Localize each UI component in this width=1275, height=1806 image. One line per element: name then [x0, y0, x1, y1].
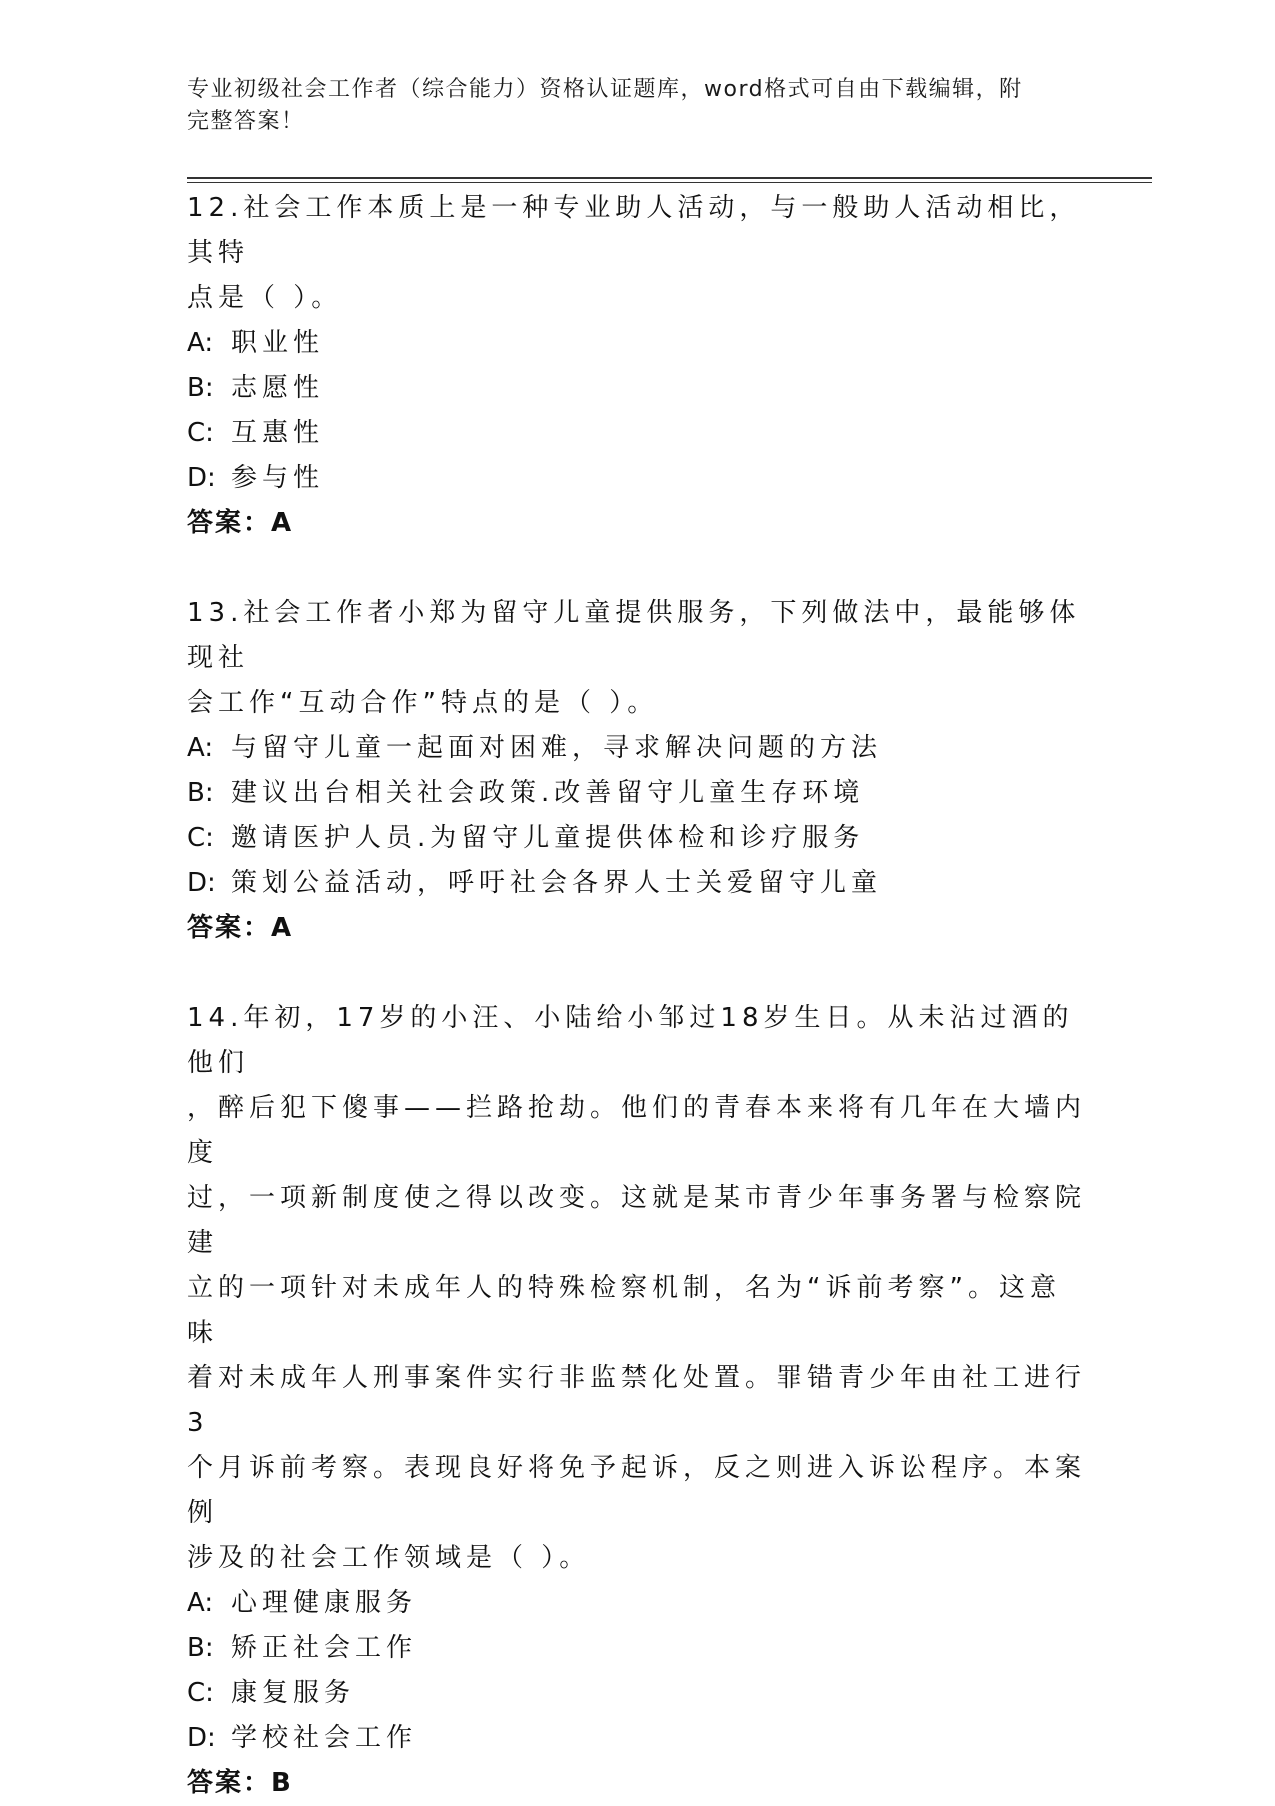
question-stem-line: 会工作“互动合作”特点的是（ ）。 [187, 688, 659, 718]
option-a [187, 1581, 1087, 1626]
question-spacer [187, 951, 1087, 996]
question-stem-line: 12.社会工作本质上是一种专业助人活动，与一般助人活动相比，其特 [187, 193, 1081, 268]
header-rule-thick [187, 177, 1152, 179]
question-stem-line: ，醉后犯下傻事——拦路抢劫。他们的青春本来将有几年在大墙内度 [187, 1093, 1087, 1168]
option-c [187, 411, 1087, 456]
option-letter: D: [187, 1723, 216, 1753]
question-stem-line: 13.社会工作者小郑为留守儿童提供服务，下列做法中，最能够体现社 [187, 598, 1081, 673]
header-title-line-2: 完整答案！ [187, 109, 305, 134]
option-d [187, 456, 1087, 501]
option-c [187, 1671, 1087, 1716]
option-a [187, 726, 1087, 771]
option-text: 与留守儿童一起面对困难，寻求解决问题的方法 [231, 733, 883, 763]
option-c [187, 816, 1087, 861]
document-header [187, 74, 1077, 138]
option-letter: D: [187, 868, 216, 898]
option-text: 学校社会工作 [231, 1723, 418, 1753]
header-rule-thin [187, 182, 1152, 183]
question-14 [187, 996, 1087, 1806]
option-text: 参与性 [231, 463, 325, 493]
question-spacer [187, 546, 1087, 591]
option-b [187, 366, 1087, 411]
question-12 [187, 186, 1087, 546]
option-letter: D: [187, 463, 216, 493]
question-list [187, 186, 1087, 1806]
option-b [187, 1626, 1087, 1671]
option-letter: A: [187, 1588, 214, 1618]
option-letter: A: [187, 733, 214, 763]
option-letter: A: [187, 328, 214, 358]
option-a [187, 321, 1087, 366]
answer-label: 答案：B [187, 1768, 293, 1798]
option-text: 职业性 [231, 328, 325, 358]
option-text: 策划公益活动，呼吁社会各界人士关爱留守儿童 [231, 868, 883, 898]
question-stem-line: 立的一项针对未成年人的特殊检察机制，名为“诉前考察”。这意味 [187, 1273, 1061, 1348]
option-text: 互惠性 [231, 418, 325, 448]
option-letter: B: [187, 778, 214, 808]
question-stem-line: 涉及的社会工作领域是（ ）。 [187, 1543, 591, 1573]
question-stem-line: 个月诉前考察。表现良好将免予起诉，反之则进入诉讼程序。本案例 [187, 1453, 1087, 1528]
option-b [187, 771, 1087, 816]
option-d [187, 1716, 1087, 1761]
option-text: 矫正社会工作 [231, 1633, 418, 1663]
option-text: 邀请医护人员.为留守儿童提供体检和诊疗服务 [231, 823, 865, 853]
question-stem-line: 着对未成年人刑事案件实行非监禁化处置。罪错青少年由社工进行3 [187, 1363, 1087, 1438]
option-letter: B: [187, 373, 214, 403]
option-letter: C: [187, 418, 214, 448]
option-text: 志愿性 [231, 373, 325, 403]
option-d [187, 861, 1087, 906]
answer-label: 答案：A [187, 913, 294, 943]
question-stem-line: 14.年初，17岁的小汪、小陆给小邹过18岁生日。从未沾过酒的他们 [187, 1003, 1074, 1078]
question-stem-line: 过，一项新制度使之得以改变。这就是某市青少年事务署与检察院建 [187, 1183, 1087, 1258]
question-13 [187, 591, 1087, 951]
option-text: 建议出台相关社会政策.改善留守儿童生存环境 [231, 778, 865, 808]
option-letter: B: [187, 1633, 214, 1663]
answer-label: 答案：A [187, 508, 294, 538]
question-stem-line: 点是（ ）。 [187, 283, 343, 313]
option-letter: C: [187, 823, 214, 853]
option-text: 康复服务 [231, 1678, 356, 1708]
header-title-line-1: 专业初级社会工作者（综合能力）资格认证题库，word格式可自由下载编辑，附 [187, 77, 1023, 102]
option-text: 心理健康服务 [231, 1588, 418, 1618]
option-letter: C: [187, 1678, 214, 1708]
